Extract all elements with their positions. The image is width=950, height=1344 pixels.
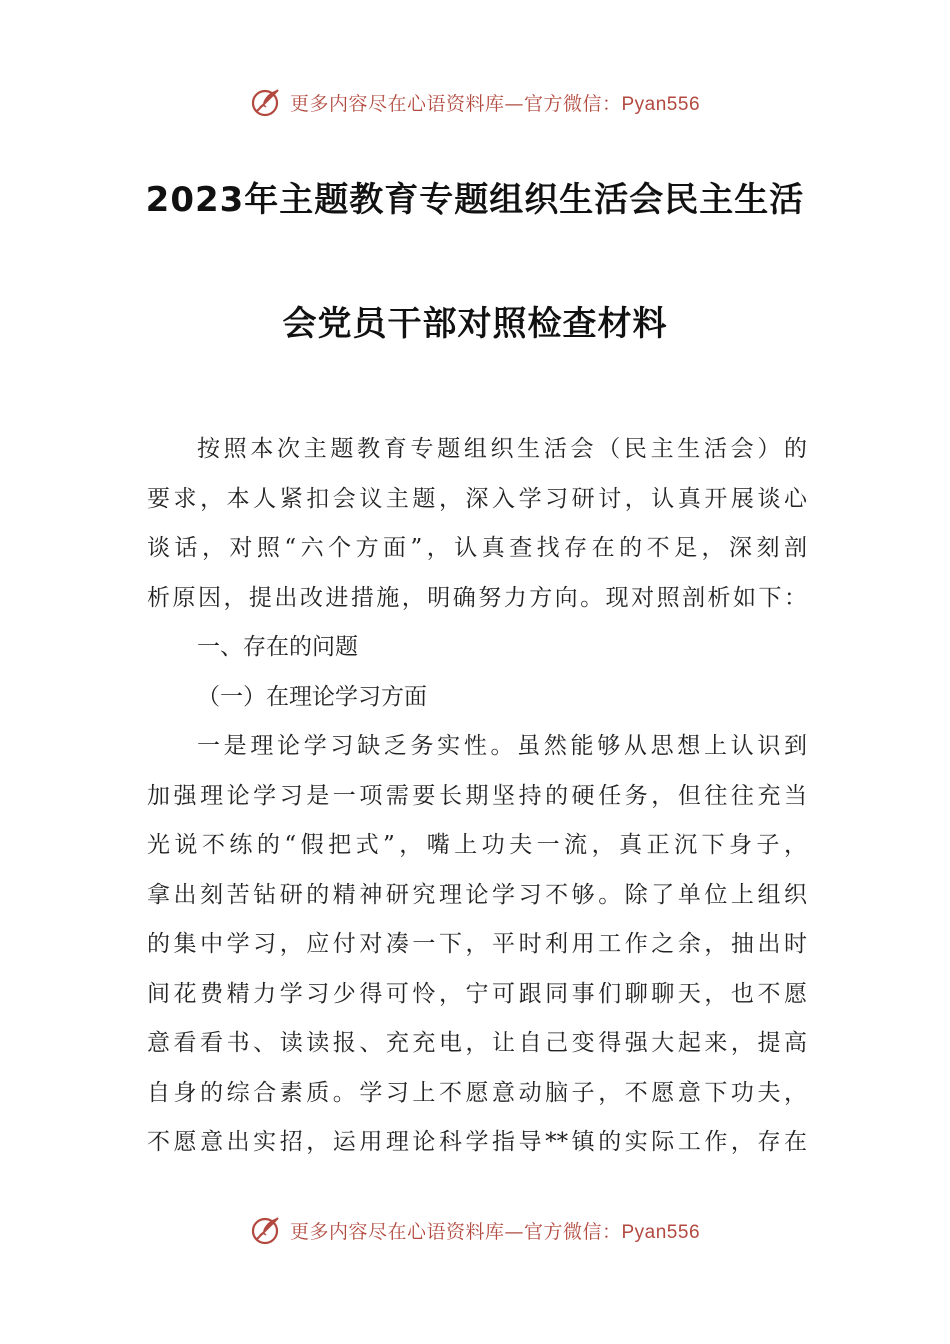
paragraph-2-line-9: 不愿意出实招，运用理论科学指导**镇的实际工作，存在 xyxy=(147,1129,807,1155)
paragraph-2-line-8: 自身的综合素质。学习上不愿意动脑子，不愿意下功夫， xyxy=(147,1079,807,1106)
paragraph-1-line-4: 析原因，提出改进措施，明确努力方向。现对照剖析如下： xyxy=(147,584,807,611)
paragraph-1-line-1: 按照本次主题教育专题组织生活会（民主生活会）的 xyxy=(197,436,807,462)
watermark-official-label: 官方微信： xyxy=(523,1220,622,1243)
paragraph-2-line-4: 拿出刻苦钻研的精神研究理论学习不够。除了单位上组织 xyxy=(147,881,807,908)
watermark-separator: — xyxy=(504,1220,524,1243)
quill-logo-icon xyxy=(250,85,284,119)
paragraph-2-line-1: 一是理论学习缺乏务实性。虽然能够从思想上认识到 xyxy=(197,733,807,759)
watermark-library-text: 更多内容尽在心语资料库 xyxy=(289,92,505,115)
paragraph-2-line-6: 间花费精力学习少得可怜，宁可跟同事们聊聊天，也不愿 xyxy=(147,980,807,1007)
watermark-banner-bottom xyxy=(0,1210,950,1250)
document-title-line-1: 2023年主题教育专题组织生活会民主生活 xyxy=(145,180,805,220)
paragraph-1-line-3: 谈话，对照“六个方面”，认真查找存在的不足，深刻剖 xyxy=(147,535,807,561)
watermark-text xyxy=(290,89,700,116)
paragraph-2-line-2: 加强理论学习是一项需要长期坚持的硬任务，但往往充当 xyxy=(147,782,807,809)
quill-logo-icon xyxy=(250,1213,284,1247)
section-heading-1: 一、存在的问题 xyxy=(197,634,358,660)
watermark-wechat-id: Pyan556 xyxy=(621,93,701,115)
watermark-banner-top xyxy=(0,82,950,122)
watermark-wechat-id: Pyan556 xyxy=(621,1221,701,1243)
document-title-line-2: 会党员干部对照检查材料 xyxy=(282,304,668,344)
paragraph-2-line-7: 意看看书、读读报、充充电，让自己变得强大起来，提高 xyxy=(147,1030,807,1056)
paragraph-2-line-5: 的集中学习，应付对凑一下，平时利用工作之余，抽出时 xyxy=(147,931,807,957)
watermark-text xyxy=(290,1217,700,1244)
paragraph-1-line-2: 要求，本人紧扣会议主题，深入学习研讨，认真开展谈心 xyxy=(147,485,807,512)
watermark-separator: — xyxy=(504,92,524,115)
watermark-library-text: 更多内容尽在心语资料库 xyxy=(289,1220,505,1243)
section-heading-2: （一）在理论学习方面 xyxy=(197,683,427,710)
watermark-official-label: 官方微信： xyxy=(523,92,622,115)
document-body xyxy=(147,425,807,1168)
paragraph-2-line-3: 光说不练的“假把式”，嘴上功夫一流，真正沉下身子， xyxy=(147,832,807,858)
